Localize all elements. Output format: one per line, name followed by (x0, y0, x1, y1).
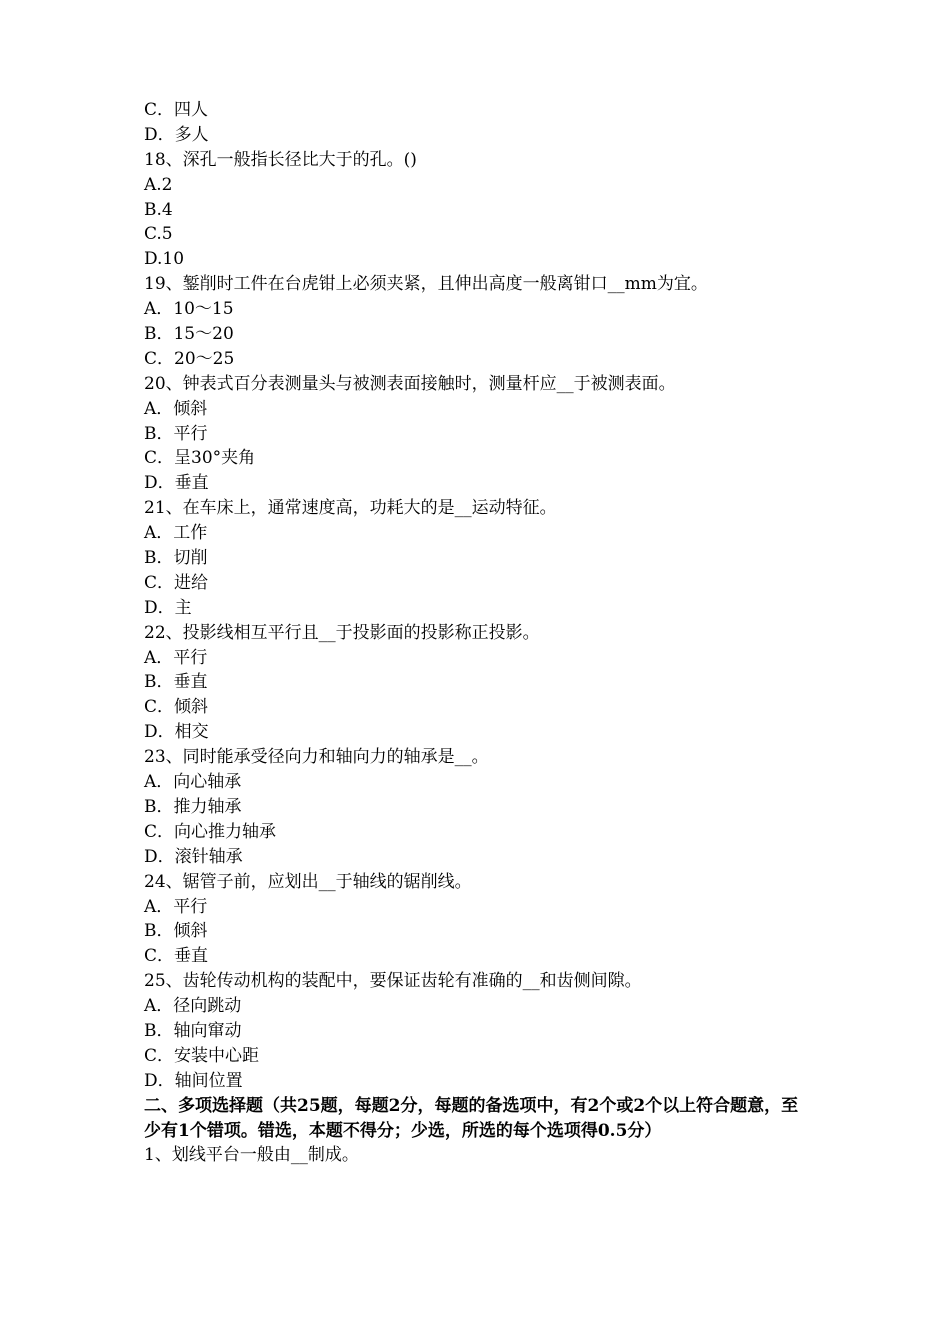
option-text: C．倾斜 (144, 697, 209, 718)
option-text: B．轴向窜动 (144, 1020, 242, 1041)
question-text: 22、投影线相互平行且__于投影面的投影称正投影。 (144, 622, 540, 643)
option-text: A．径向跳动 (144, 996, 242, 1017)
option-text: C．向心推力轴承 (144, 821, 277, 842)
option-text: C．安装中心距 (144, 1045, 260, 1066)
option-text: B．15～20 (144, 324, 234, 345)
option-text: A.2 (144, 174, 173, 195)
section-heading: 二、多项选择题（共25题，每题2分，每题的备选项中，有2个或2个以上符合题意，至少有1个错项。错选，本题不得分；少选，所选的每个选项得0.5分） (144, 1095, 799, 1141)
option-text: B．平行 (144, 423, 208, 444)
option-text: C.5 (144, 224, 173, 245)
option-text: A．平行 (144, 647, 208, 668)
question-text: 24、锯管子前，应划出__于轴线的锯削线。 (144, 871, 472, 892)
question-text: 21、在车床上，通常速度高，功耗大的是__运动特征。 (144, 498, 557, 519)
option-text: B．垂直 (144, 672, 208, 693)
option-text: A．平行 (144, 896, 208, 917)
option-text: C．20～25 (144, 348, 235, 369)
option-text: A．10～15 (144, 299, 234, 320)
question-text: 18、深孔一般指长径比大于的孔。() (144, 149, 417, 170)
option-text: D．主 (144, 597, 192, 618)
option-text: C．呈30°夹角 (144, 448, 256, 469)
option-text: B.4 (144, 199, 173, 220)
option-text: D．轴间位置 (144, 1070, 243, 1091)
option-text: D．相交 (144, 722, 209, 743)
question-text: 19、錾削时工件在台虎钳上必须夹紧，且伸出高度一般离钳口__mm为宜。 (144, 274, 708, 295)
option-text: C．垂直 (144, 946, 209, 967)
option-text: D.10 (144, 249, 185, 270)
option-text: B．切削 (144, 548, 208, 569)
option-text: D．垂直 (144, 473, 209, 494)
text-line: D．多人 (144, 124, 209, 145)
document-page (144, 98, 814, 1168)
option-text: A．工作 (144, 523, 208, 544)
option-text: D．滚针轴承 (144, 846, 243, 867)
question-text: 20、钟表式百分表测量头与被测表面接触时，测量杆应__于被测表面。 (144, 373, 676, 394)
option-text: A．向心轴承 (144, 772, 242, 793)
question-text: 23、同时能承受径向力和轴向力的轴承是__。 (144, 747, 489, 768)
option-text: B．推力轴承 (144, 796, 242, 817)
option-text: C．进给 (144, 572, 209, 593)
option-text: B．倾斜 (144, 921, 208, 942)
text-line: C．四人 (144, 100, 209, 120)
option-text: A．倾斜 (144, 398, 208, 419)
question-text: 25、齿轮传动机构的装配中，要保证齿轮有准确的__和齿侧间隙。 (144, 971, 642, 992)
question-text: 1、划线平台一般由__制成。 (144, 1145, 359, 1166)
